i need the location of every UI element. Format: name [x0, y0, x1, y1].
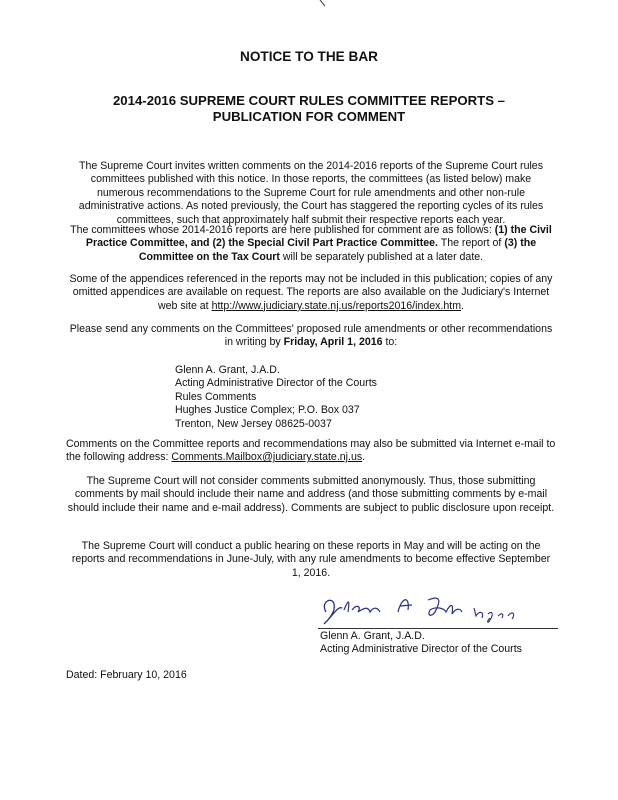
- dated-line: Dated: February 10, 2016: [66, 669, 187, 681]
- signature-block: [320, 630, 522, 657]
- send-comments-end: to:: [382, 336, 398, 349]
- paragraph-public-hearing: The Supreme Court will conduct a public hearing on these reports in May and will be acting on the reports and recommendations in June-July, with any rule amendments to become effective September 1, 2016.: [71, 540, 551, 579]
- paragraph-email: [66, 438, 556, 465]
- notice-title: NOTICE TO THE BAR: [240, 49, 378, 64]
- committees-bold-list: (1) the Civil Practice Committee, and (2) the Special Civil Part Practice Committee.: [85, 224, 552, 250]
- paragraph-send-comments: [66, 323, 556, 350]
- address-line: Trenton, New Jersey 08625-0037: [175, 417, 332, 430]
- email-end: .: [362, 451, 366, 464]
- subtitle-line-2: PUBLICATION FOR COMMENT: [212, 109, 406, 124]
- committees-end: will be separately published at a later date.: [279, 250, 484, 263]
- paragraph-invitation: The Supreme Court invites written comments on the 2014-2016 reports of the Supreme Court rules committees published with this notice. In those reports, the committees (as listed below) make numerous recommendations to the Supreme Court for rule amendments and other non-rule administrative actions. As noted previously, the Court has staggered the reporting cycles of its rules committees, such that approximately half submit their respective reports each year.: [78, 160, 544, 226]
- comments-email-link[interactable]: Comments.Mailbox@judiciary.state.nj.us: [171, 451, 363, 464]
- appendices-text: Some of the appendices referenced in the reports may not be included in this publication; copies of any omitted appendices are available on request. The reports are also available on the Judiciary's Internet web site at: [69, 273, 553, 312]
- send-comments-text: Please send any comments on the Committees' proposed rule amendments or other recommendations in writing by: [69, 323, 553, 349]
- signature-line: [318, 628, 558, 629]
- comment-deadline: Friday, April 1, 2016: [283, 336, 383, 349]
- address-line: Rules Comments: [175, 390, 257, 403]
- scan-mark-icon: [318, 0, 332, 8]
- subtitle-line-1: 2014-2016 SUPREME COURT RULES COMMITTEE REPORTS –: [112, 93, 506, 108]
- mailing-address: [175, 364, 377, 431]
- signer-name: Glenn A. Grant, J.A.D.: [320, 630, 425, 642]
- appendices-end: .: [461, 299, 464, 312]
- email-text: Comments on the Committee reports and recommendations may also be submitted via Internet e-mail to the following address:: [66, 438, 556, 464]
- reports-link[interactable]: http://www.judiciary.state.nj.us/reports2016/index.htm: [211, 299, 462, 312]
- paragraph-committees: [66, 224, 556, 264]
- paragraph-anonymous: The Supreme Court will not consider comments submitted anonymously. Thus, those submitting comments by mail should include their name and address (and those submitting comments by e-mail should include their name and e-mail address). Comments are subject to public disclosure upon receipt.: [67, 475, 555, 514]
- paragraph-appendices: [66, 273, 556, 313]
- committees-mid: The report of: [437, 237, 505, 250]
- signer-title: Acting Administrative Director of the Courts: [320, 643, 522, 656]
- notice-subtitle: [0, 93, 618, 125]
- signature-icon: [318, 592, 548, 628]
- address-line: Hughes Justice Complex; P.O. Box 037: [175, 404, 360, 417]
- address-line: Glenn A. Grant, J.A.D.: [175, 364, 280, 376]
- committees-intro: The committees whose 2014-2016 reports are here published for comment are as follows:: [70, 224, 495, 236]
- tax-court-committee: (3) the Committee on the Tax Court: [138, 237, 537, 263]
- address-line: Acting Administrative Director of the Courts: [175, 377, 377, 390]
